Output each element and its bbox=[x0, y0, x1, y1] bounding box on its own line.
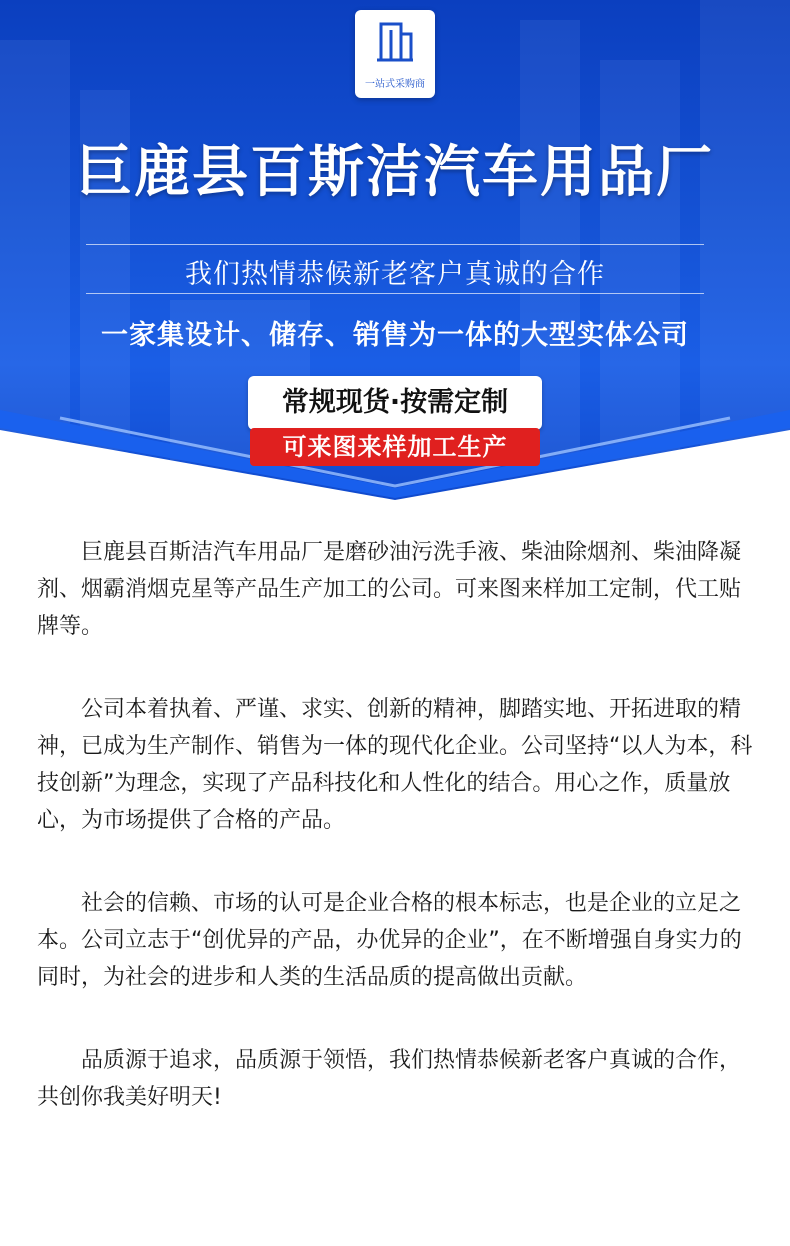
paragraph: 社会的信赖、市场的认可是企业合格的根本标志，也是企业的立足之本。公司立志于“创优异的产品，办优异的企业”，在不断增强自身实力的同时，为社会的进步和人类的生活品质的提高做出贡献。 bbox=[37, 891, 742, 990]
paragraph: 公司本着执着、严谨、求实、创新的精神，脚踏实地、开拓进取的精神，已成为生产制作、销售为一体的现代化企业。公司坚持“以人为本，科技创新”为理念，实现了产品科技化和人性化的结合。用心之作，质量放心，为市场提供了合格的产品。 bbox=[37, 697, 753, 833]
page-title: 巨鹿县百斯洁汽车用品厂 bbox=[76, 139, 714, 205]
badge-label: 一站式采购商 bbox=[365, 79, 425, 90]
subtitle: 我们热情恭候新老客户真诚的合作 bbox=[185, 259, 605, 290]
hero-banner bbox=[0, 0, 790, 520]
building-icon bbox=[375, 20, 415, 64]
divider-bottom bbox=[86, 293, 704, 294]
logo-badge bbox=[355, 10, 435, 98]
divider-top bbox=[86, 244, 704, 245]
paragraph: 巨鹿县百斯洁汽车用品厂是磨砂油污洗手液、柴油除烟剂、柴油降凝剂、烟霸消烟克星等产品生产加工的公司。可来图来样加工定制，代工贴牌等。 bbox=[37, 540, 742, 639]
intro-text bbox=[37, 534, 761, 1162]
tagline: 一家集设计、储存、销售为一体的大型实体公司 bbox=[101, 320, 689, 351]
paragraph: 品质源于追求，品质源于领悟，我们热情恭候新老客户真诚的合作，共创你我美好明天! bbox=[37, 1048, 742, 1110]
custom-pill: 可来图来样加工生产 bbox=[250, 428, 540, 466]
service-pill: 常规现货·按需定制 bbox=[248, 376, 542, 430]
